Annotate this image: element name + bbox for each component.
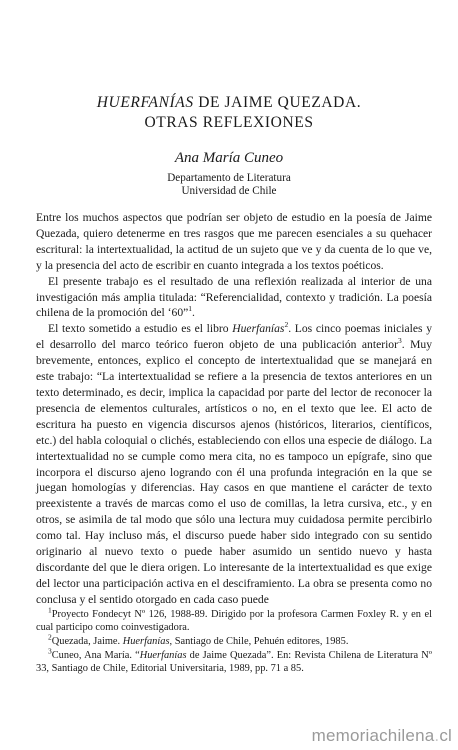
- paragraph-2-end: .: [192, 306, 195, 320]
- article-body: [36, 210, 432, 608]
- footnote-2-start: Quezada, Jaime.: [51, 636, 123, 647]
- title-book-name: HUERFANÍAS: [96, 94, 194, 111]
- paragraph-2: [36, 274, 432, 322]
- footnote-ref-2[interactable]: 2: [284, 320, 289, 330]
- footnote-3-number: 3: [48, 646, 52, 656]
- paragraph-1: Entre los muchos aspectos que podrían ser objeto de estudio en la poesía de Jaime Quezada, quiero detenerme en tres rasgos que me parecen esenciales a su quehacer escritural: la intertextualidad, la actitud de un sujeto que ve y da cuenta de lo que ve, y la presencia del acto de escribir en cuanto integrada a los textos poéticos.: [36, 211, 432, 272]
- memoriachilena-watermark: [312, 726, 452, 746]
- affiliation-department: Departamento de Literatura: [167, 172, 291, 184]
- footnote-1-text: Proyecto Fondecyt Nº 126, 1988-89. Dirigido por la profesora Carmen Foxley R. y en el cual participo como coinvestigadora.: [36, 609, 432, 633]
- footnote-2-book: Huerfanías: [122, 636, 170, 647]
- paragraph-3-rest: . Muy brevemente, entonces, explico el concepto de intertextualidad que se manejará en este trabajo: “La intertextualidad se refiere a la presencia de textos anteriores en un texto determinado, es decir, implica la capacidad por parte del lector de reconocer la presencia de elementos culturales, artísticos o no, en el texto que lee. El acto de escritura ha puesto en vigencia discursos ajenos (históricos, literarios, científicos, etc.) del habla coloquial o clichés, estableciendo con ellos una especie de diálogo. La intertextualidad no se cumple como mera cita, no es tampoco un epígrafe, sino que incorpora el discurso ajeno logrando con él una profunda integración en la que se juegan homologías y diferencias. Hay casos en que mantiene el carácter de texto preexistente a través de marcas como el uso de comillas, la letra cursiva, etc., y en otros, se asimila de tal modo que sólo una lectura muy cuidadosa permite percibirlo como tal. Hay incluso más, el discurso puede haber sido integrado con su sentido originario al nuevo texto o puede haber asumido un sentido nuevo y hasta discordante del que le diera origen. Lo interesante de la intertextualidad es que exige del lector una participación activa en el desciframiento. La obra se presenta como no conclusa y el sentido otorgado en cada caso puede: [36, 338, 432, 606]
- footnotes: [36, 605, 432, 676]
- watermark-dot: .: [434, 726, 440, 745]
- footnote-ref-1[interactable]: 1: [188, 304, 193, 314]
- footnote-2-number: 2: [48, 632, 52, 642]
- footnote-2: [36, 632, 432, 648]
- watermark-tld: cl: [439, 726, 452, 745]
- paragraph-3-book: Huerfanías: [232, 322, 285, 336]
- footnote-3-end: de Jaime Quezada”. En: Revista Chilena de Literatura Nº 33, Santiago de Chile, Editorial Universitaria, 1989, pp. 71 a 85.: [36, 650, 432, 674]
- footnote-ref-3[interactable]: 3: [397, 336, 402, 346]
- footnote-3: [36, 646, 432, 675]
- paragraph-2-text: El presente trabajo es el resultado de una reflexión realizada al interior de una investigación más amplia titulada: “Referencialidad, contexto y tradición. La poesía chilena de la promoción del ‘60”: [36, 274, 432, 320]
- title-rest: DE JAIME QUEZADA.: [193, 94, 362, 111]
- paragraph-3-middle: . Los cinco poemas iniciales y el desarrollo del marco teórico fueron objeto de una publicación anterior: [36, 322, 432, 352]
- footnote-1: [36, 605, 432, 634]
- footnote-1-number: 1: [48, 605, 52, 615]
- article-title-line-2: OTRAS REFLEXIONES: [144, 114, 314, 131]
- footnote-2-end: , Santiago de Chile, Pehuén editores, 1985.: [169, 636, 349, 647]
- affiliation-university: Universidad de Chile: [181, 185, 277, 197]
- footnote-3-book: Huerfanías: [139, 650, 187, 661]
- author-name: Ana María Cuneo: [174, 150, 284, 166]
- article-title: [0, 93, 458, 113]
- footnote-3-start: Cuneo, Ana María. “: [51, 650, 140, 661]
- paragraph-3: [36, 321, 432, 607]
- paragraph-3-start: El texto sometido a estudio es el libro: [48, 322, 233, 336]
- watermark-name: memoriachilena: [311, 726, 435, 745]
